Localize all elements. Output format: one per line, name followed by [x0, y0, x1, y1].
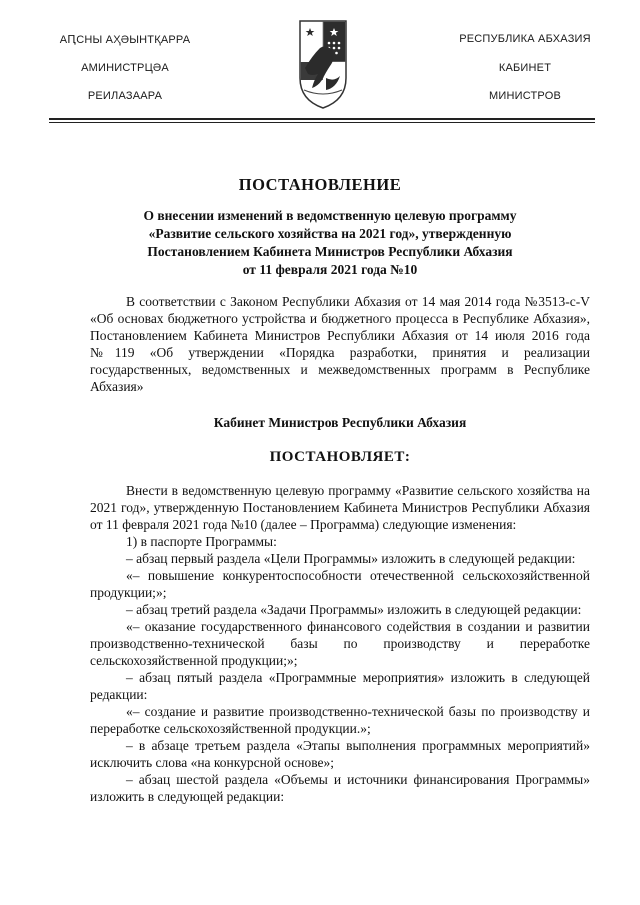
header-right-2	[440, 62, 610, 74]
paragraph-9: – в абзаце третьем раздела «Этапы выполнения программных мероприятий» исключить слова «на конкурсной основе»;	[90, 738, 590, 770]
preamble-paragraph: В соответствии с Законом Республики Абхазия от 14 мая 2014 года №3513-с-V «Об основах бюджетного устройства и бюджетного процесса в Республике Абхазия», Постановлением Кабинета Министров Республики Абхазия от 14 июля 2016 года №119 «Об утверждении «Порядка разработки, принятия и реализации государственных, ведомственных и межведомственных программ в Республике Абхазия»	[90, 294, 590, 394]
header-left-3	[40, 90, 210, 102]
header-left-line-2: АМИНИСТРЦӘА	[81, 62, 169, 74]
document-subtitle	[90, 207, 570, 279]
header-left-line-1: АԤСНЫ АҲӘЫНТҚАРРА	[59, 34, 191, 46]
header-left-2	[40, 62, 210, 74]
decree-word: ПОСТАНОВЛЯЕТ:	[269, 449, 411, 465]
subtitle-line-2: «Развитие сельского хозяйства на 2021 год», утвержденную	[148, 226, 512, 241]
header-left-line-3: РЕИЛАЗААРА	[87, 90, 163, 102]
decree-text	[90, 482, 590, 805]
header-right-line-1: РЕСПУБЛИКА АБХАЗИЯ	[459, 33, 591, 45]
paragraph-5: – абзац третий раздела «Задачи Программы» изложить в следующей редакции:	[126, 602, 582, 617]
issuing-body-block	[90, 414, 590, 431]
header-divider-thick	[49, 118, 595, 120]
header-right-1	[440, 33, 610, 45]
header-divider-thin	[49, 122, 595, 123]
paragraph-8: «– создание и развитие производственно-технической базы по производству и переработке сельскохозяйственной продукции.»;	[90, 704, 590, 736]
preamble-block	[90, 293, 590, 395]
paragraph-6: «– оказание государственного финансового содействия в создании и развитии производственно-технической базы по производству и переработке сельскохозяйственной продукции;»;	[90, 619, 590, 668]
header-right-line-2: КАБИНЕТ	[498, 62, 552, 74]
paragraph-10: – абзац шестой раздела «Объемы и источники финансирования Программы» изложить в следующей редакции:	[90, 772, 590, 804]
subtitle-line-1: О внесении изменений в ведомственную целевую программу	[143, 208, 517, 223]
header-right-line-3: МИНИСТРОВ	[488, 90, 561, 102]
header-right-3	[440, 90, 610, 102]
paragraph-7: – абзац пятый раздела «Программные мероприятия» изложить в следующей редакции:	[90, 670, 590, 702]
decree-block	[90, 449, 590, 466]
paragraph-3: – абзац первый раздела «Цели Программы» изложить в следующей редакции:	[126, 551, 576, 566]
subtitle-line-4: от 11 февраля 2021 года №10	[242, 262, 418, 277]
issuing-body: Кабинет Министров Республики Абхазия	[213, 415, 467, 430]
header-left	[40, 33, 210, 46]
coat-of-arms-emblem	[296, 18, 350, 110]
document-title: ПОСТАНОВЛЕНИЕ	[238, 175, 402, 194]
paragraph-2: 1) в паспорте Программы:	[126, 534, 277, 549]
subtitle-line-3: Постановлением Кабинета Министров Республики Абхазия	[147, 244, 513, 259]
paragraph-4: «– повышение конкурентоспособности отечественной сельскохозяйственной продукции;»;	[90, 568, 590, 600]
paragraph-1: Внести в ведомственную целевую программу «Развитие сельского хозяйства на 2021 год», утвержденную Постановлением Кабинета Министров Республики Абхазия от 11 февраля 2021 года №10 (далее – Программа) следующие изменения:	[90, 483, 590, 532]
